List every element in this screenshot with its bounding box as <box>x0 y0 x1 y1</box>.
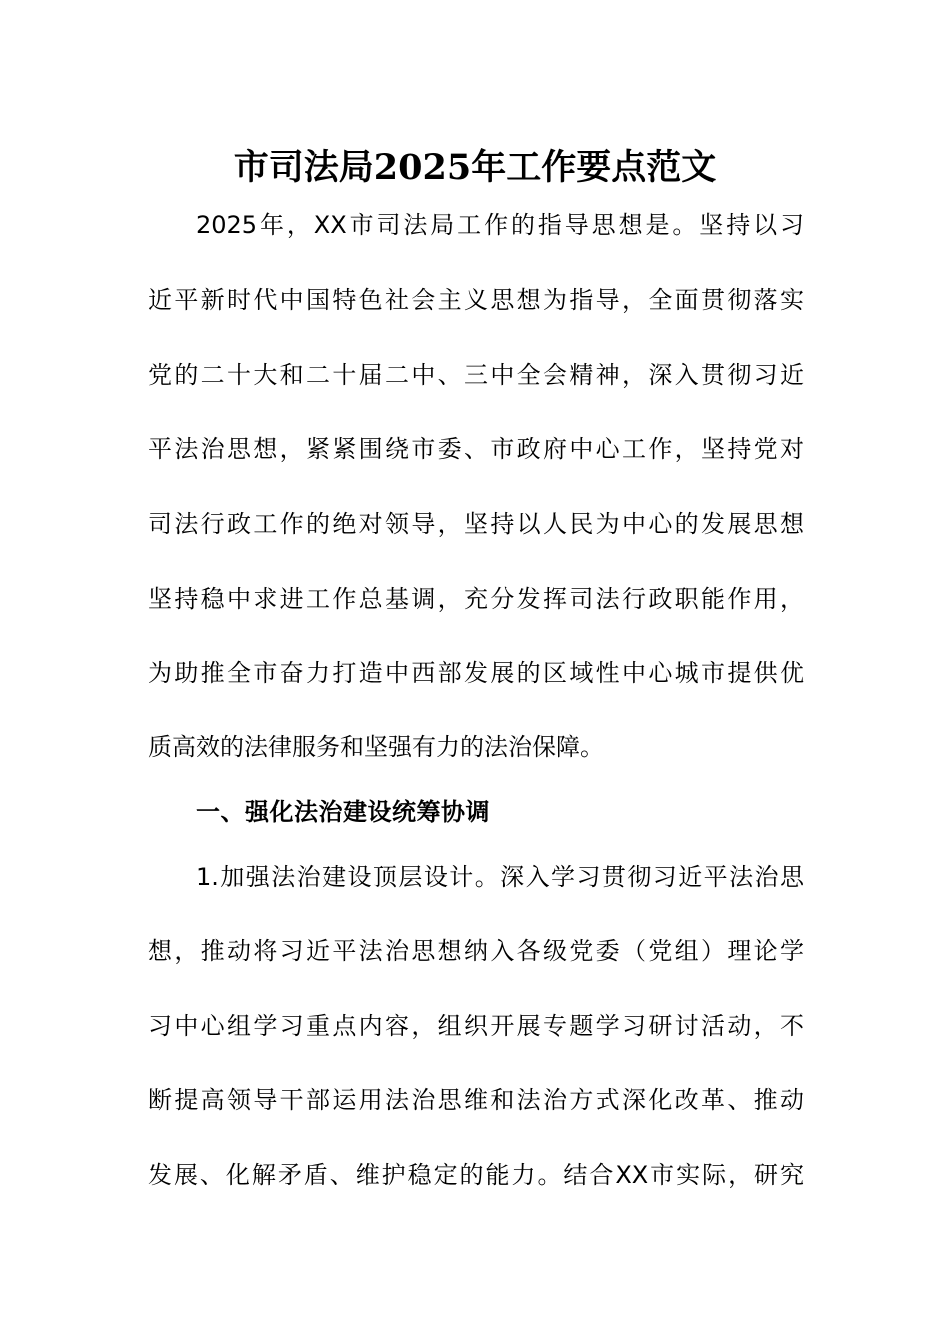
intro-line: 质高效的法律服务和坚强有力的法治保障。 <box>148 733 604 761</box>
item-line: 发展、化解矛盾、维护稳定的能力。结合XX市实际，研究 <box>148 1161 804 1189</box>
section-heading: 一、强化法治建设统筹协调 <box>196 798 490 826</box>
intro-line: 为助推全市奋力打造中西部发展的区域性中心城市提供优 <box>148 659 804 687</box>
intro-line: 坚持稳中求进工作总基调，充分发挥司法行政职能作用， <box>148 585 804 613</box>
item-line: 1.加强法治建设顶层设计。深入学习贯彻习近平法治思 <box>196 863 804 891</box>
item-line: 断提高领导干部运用法治思维和法治方式深化改革、推动 <box>148 1086 804 1114</box>
item-line: 想，推动将习近平法治思想纳入各级党委（党组）理论学 <box>148 937 804 965</box>
intro-line: 2025年，XX市司法局工作的指导思想是。坚持以习 <box>196 211 804 239</box>
intro-line: 党的二十大和二十届二中、三中全会精神，深入贯彻习近 <box>148 361 804 389</box>
document-title: 市司法局2025年工作要点范文 <box>233 147 717 188</box>
item-line: 习中心组学习重点内容，组织开展专题学习研讨活动，不 <box>148 1012 804 1040</box>
intro-line: 平法治思想，紧紧围绕市委、市政府中心工作，坚持党对 <box>148 435 804 463</box>
intro-line: 近平新时代中国特色社会主义思想为指导，全面贯彻落实 <box>148 286 804 314</box>
intro-line: 司法行政工作的绝对领导，坚持以人民为中心的发展思想 <box>148 510 804 538</box>
